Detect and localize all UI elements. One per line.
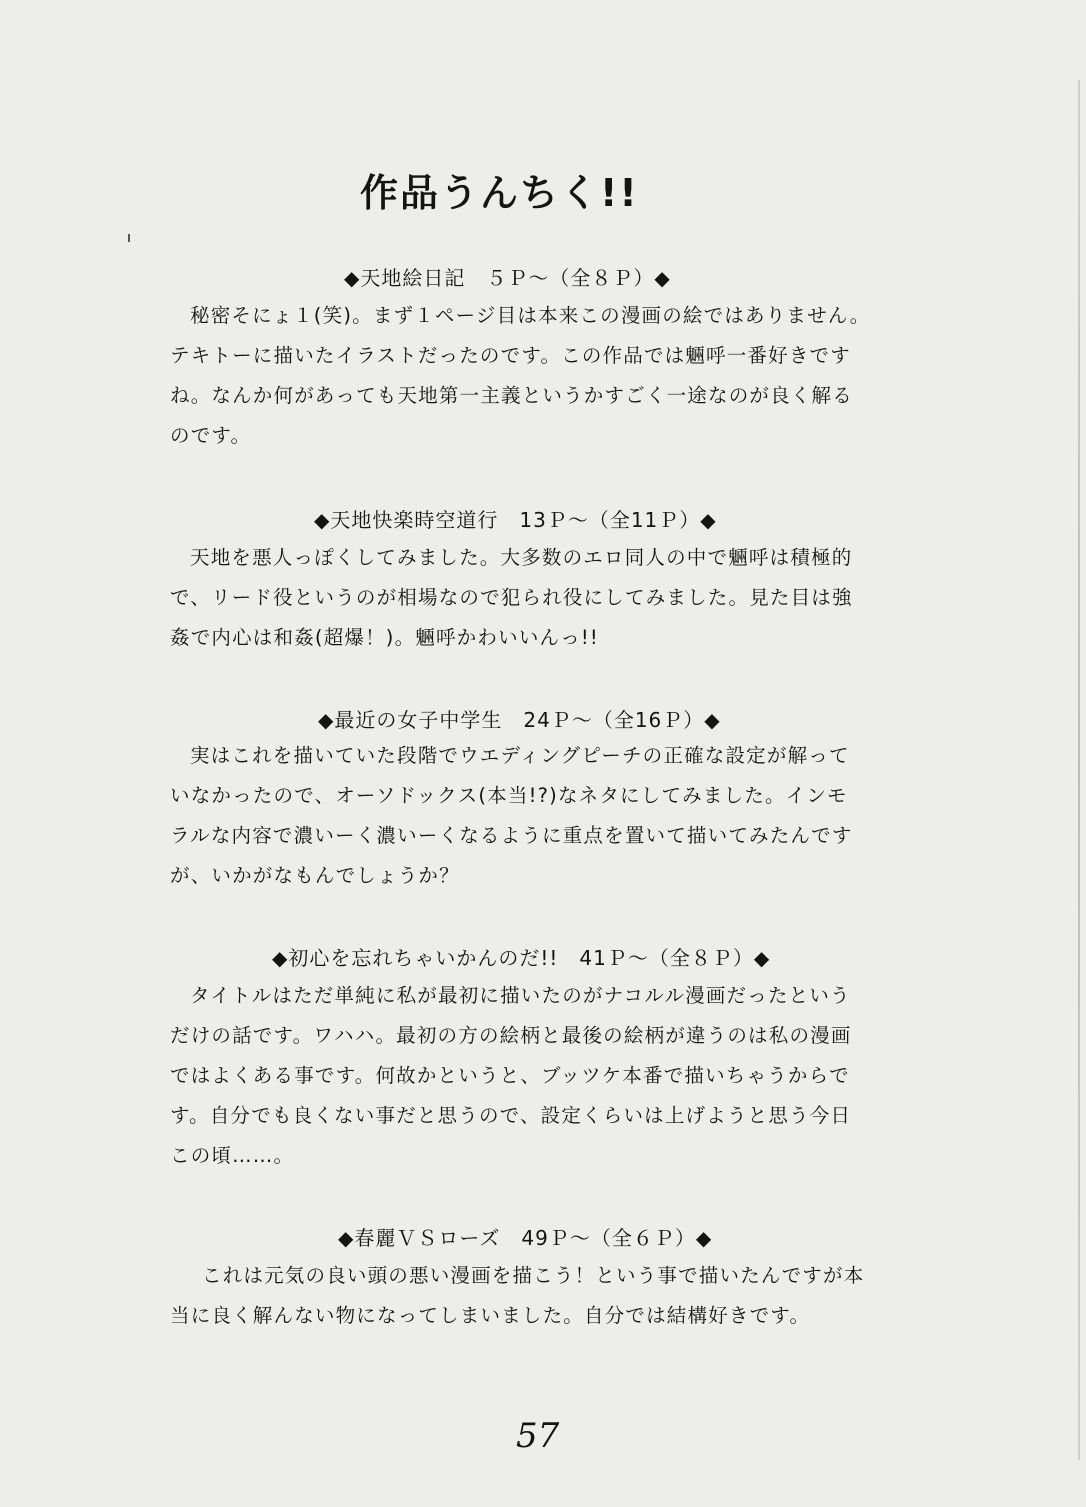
page-number: 57 (516, 1416, 560, 1456)
paragraph-line: 姦で内心は和姦(超爆！)。魎呼かわいいんっ!! (170, 626, 599, 649)
paragraph-line: ではよくある事です。何故かというと、ブッツケ本番で描いちゃうからで (170, 1064, 850, 1087)
section-body-chunli-vs-rose (170, 1256, 900, 1336)
paragraph-line: タイトルはただ単純に私が最初に描いたのがナコルル漫画だったという (190, 984, 851, 1007)
section-body-tenchi-kairaku (170, 538, 900, 658)
page-title: 作品うんちく!! (360, 171, 639, 215)
section-heading-tenchi-kairaku: ◆天地快楽時空道行 13Ｐ～（全11Ｐ）◆ (314, 508, 717, 532)
paragraph-line: 実はこれを描いていた段階でウエディングピーチの正確な設定が解って (190, 744, 850, 767)
section-body-joshi-chugakusei (170, 736, 900, 896)
section-heading-chunli-vs-rose: ◆春麗ＶＳローズ 49Ｐ～（全６Ｐ）◆ (338, 1226, 713, 1250)
paragraph-line: いなかったので、オーソドックス(本当!?)なネタにしてみました。インモ (170, 784, 848, 807)
paragraph-line: 当に良く解んない物になってしまいました。自分では結構好きです。 (170, 1304, 811, 1327)
paragraph-line: が、いかがなもんでしょうか？ (170, 864, 460, 887)
stray-mark (128, 234, 130, 242)
paragraph-line: す。自分でも良くない事だと思うので、設定くらいは上げようと思う今日 (170, 1104, 852, 1127)
binding-edge (1078, 80, 1080, 1460)
section-body-shoshin (170, 976, 900, 1176)
paragraph-line: 天地を悪人っぽくしてみました。大多数のエロ同人の中で魎呼は積極的 (190, 546, 853, 569)
paragraph-line: で、リード役というのが相場なので犯られ役にしてみました。見た目は強 (170, 586, 853, 609)
paragraph-line: 秘密そにょ１(笑)。まず１ページ目は本来この漫画の絵ではありません。 (190, 304, 871, 327)
paragraph-line: テキトーに描いたイラストだったのです。この作品では魎呼一番好きです (170, 344, 851, 367)
section-heading-shoshin: ◆初心を忘れちゃいかんのだ!! 41Ｐ～（全８Ｐ）◆ (272, 946, 771, 970)
paragraph-line: これは元気の良い頭の悪い漫画を描こう！という事で描いたんですが本 (202, 1264, 865, 1287)
paragraph-line: のです。 (170, 424, 252, 447)
paragraph-line: この頃……。 (170, 1144, 295, 1167)
section-body-tenchi-enikki (170, 296, 900, 456)
section-heading-tenchi-enikki: ◆天地絵日記 ５Ｐ～（全８Ｐ）◆ (344, 266, 671, 290)
paragraph-line: ラルな内容で濃いーく濃いーくなるように重点を置いて描いてみたんです (170, 824, 853, 847)
section-heading-joshi-chugakusei: ◆最近の女子中学生 24Ｐ～（全16Ｐ）◆ (318, 708, 721, 732)
paragraph-line: ね。なんか何があっても天地第一主義というかすごく一途なのが良く解る (170, 384, 853, 407)
paragraph-line: だけの話です。ワハハ。最初の方の絵柄と最後の絵柄が違うのは私の漫画 (170, 1024, 852, 1047)
